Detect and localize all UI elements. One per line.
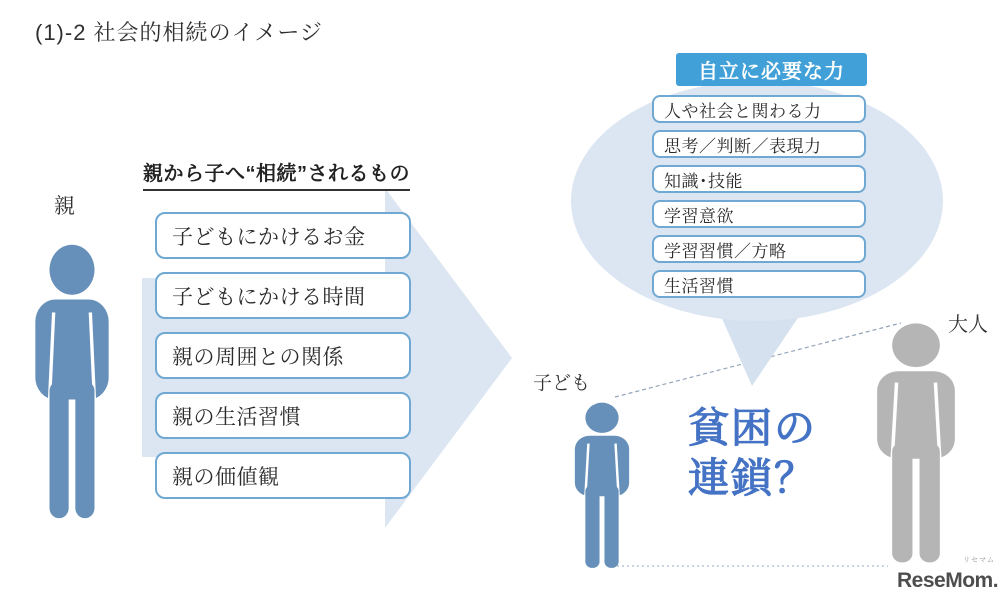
poverty-chain-line1: 貧困の bbox=[688, 405, 817, 451]
resemom-logo: ReseMom. bbox=[897, 569, 999, 592]
poverty-chain-line2: 連鎖？ bbox=[688, 455, 817, 502]
adult-figure-icon bbox=[863, 321, 969, 564]
independence-item-social: 人や社会と関わる力 bbox=[652, 95, 866, 123]
child-label: 子ども bbox=[533, 373, 591, 394]
inheritance-item-lifestyle: 親の生活習慣 bbox=[155, 392, 411, 439]
watermark-ruby-text: リセマム bbox=[963, 557, 995, 564]
independence-item-thinking: 思考／判断／表現力 bbox=[652, 130, 866, 158]
independence-item-knowledge: 知識･技能 bbox=[652, 165, 866, 193]
child-figure-icon bbox=[565, 401, 639, 569]
parent-label: 親 bbox=[54, 195, 75, 218]
inheritance-item-money: 子どもにかけるお金 bbox=[155, 212, 411, 259]
independence-item-study-habits: 学習習慣／方略 bbox=[652, 235, 866, 263]
adult-label: 大人 bbox=[948, 314, 988, 336]
independence-item-motivation: 学習意欲 bbox=[652, 200, 866, 228]
independence-item-life-habits: 生活習慣 bbox=[652, 270, 866, 298]
page-title: (1)-2 社会的相続のイメージ bbox=[35, 20, 323, 45]
inheritance-item-values: 親の価値観 bbox=[155, 452, 411, 499]
inheritance-item-relations: 親の周囲との関係 bbox=[155, 332, 411, 379]
watermark bbox=[897, 553, 997, 593]
parent-figure-icon bbox=[22, 242, 122, 520]
inheritance-heading: 親から子へ“相続”されるもの bbox=[143, 157, 410, 191]
independence-header: 自立に必要な力 bbox=[676, 53, 867, 86]
poverty-chain-text bbox=[688, 403, 817, 503]
inheritance-item-time: 子どもにかける時間 bbox=[155, 272, 411, 319]
